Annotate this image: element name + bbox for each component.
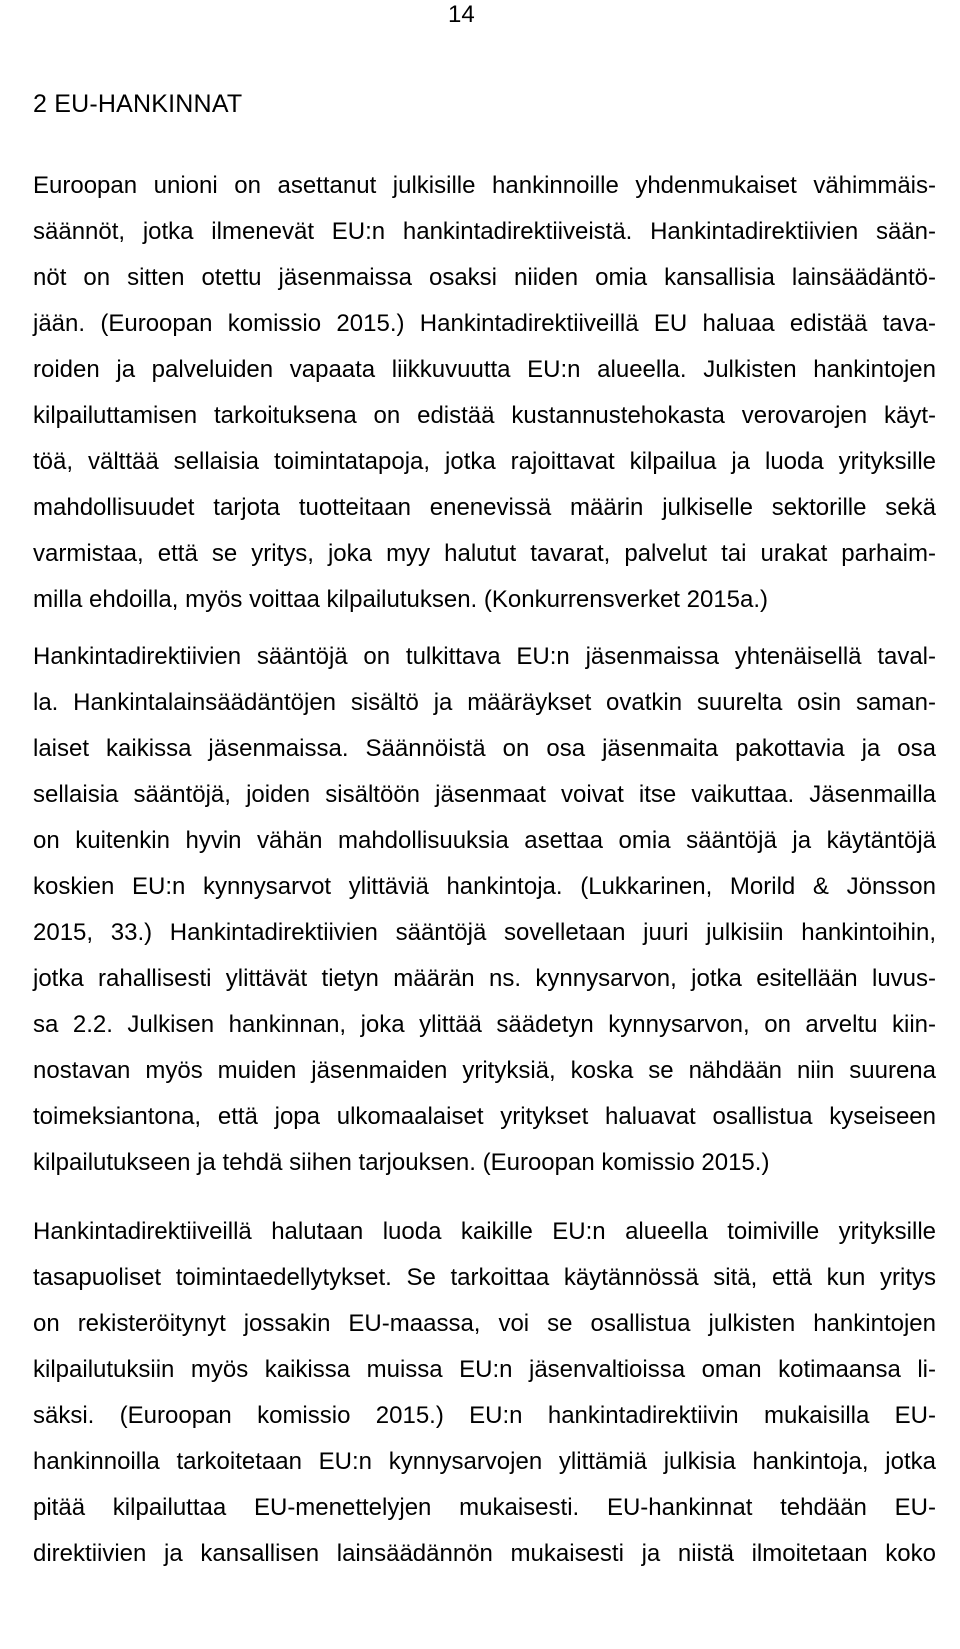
text-line: hankinnoilla tarkoitetaan EU:n kynnysarvojen ylittämiä julkisia hankintoja, jotka: [33, 1448, 936, 1475]
text-line: koskien EU:n kynnysarvot ylittäviä hankintoja. (Lukkarinen, Morild & Jönsson: [33, 873, 936, 900]
text-line: sellaisia sääntöjä, joiden sisältöön jäsenmaat voivat itse vaikuttaa. Jäsenmailla: [33, 781, 936, 808]
text-line: mahdollisuudet tarjota tuotteitaan enenevissä määrin julkiselle sektorille sekä: [33, 494, 936, 521]
paragraph-directive-interpretation: [33, 634, 936, 1186]
text-line: la. Hankintalainsäädäntöjen sisältö ja määräykset ovatkin suurelta osin saman-: [33, 689, 936, 716]
text-line: jään. (Euroopan komissio 2015.) Hankintadirektiiveillä EU haluaa edistää tava-: [33, 310, 936, 337]
text-line: nöt on sitten otettu jäsenmaissa osaksi niiden omia kansallisia lainsäädäntö-: [33, 264, 936, 291]
paragraph-equal-conditions: [33, 1209, 936, 1577]
text-line: kilpailutuksiin myös kaikissa muissa EU:n jäsenvaltioissa oman kotimaansa li-: [33, 1356, 936, 1383]
text-line: on kuitenkin hyvin vähän mahdollisuuksia asettaa omia sääntöjä ja käytäntöjä: [33, 827, 936, 854]
text-line: pitää kilpailuttaa EU-menettelyjen mukaisesti. EU-hankinnat tehdään EU-: [33, 1494, 936, 1521]
text-line: direktiivien ja kansallisen lainsäädännön mukaisesti ja niistä ilmoitetaan koko: [33, 1540, 936, 1567]
text-line: töä, välttää sellaisia toimintatapoja, jotka rajoittavat kilpailua ja luoda yrityksille: [33, 448, 936, 475]
text-line: 2015, 33.) Hankintadirektiivien sääntöjä sovelletaan juuri julkisiin hankintoihin,: [33, 919, 936, 946]
text-line: tasapuoliset toimintaedellytykset. Se tarkoittaa käytännössä sitä, että kun yritys: [33, 1264, 936, 1291]
page-number: 14: [448, 1, 475, 28]
text-line: laiset kaikissa jäsenmaissa. Säännöistä on osa jäsenmaita pakottavia ja osa: [33, 735, 936, 762]
text-line: sa 2.2. Julkisen hankinnan, joka ylittää säädetyn kynnysarvon, on arveltu kiin-: [33, 1011, 936, 1038]
text-line: kilpailutukseen ja tehdä siihen tarjouksen. (Euroopan komissio 2015.): [33, 1149, 770, 1176]
text-line: varmistaa, että se yritys, joka myy halutut tavarat, palvelut tai urakat parhaim-: [33, 540, 936, 567]
text-line: säännöt, jotka ilmenevät EU:n hankintadirektiiveistä. Hankintadirektiivien sään-: [33, 218, 936, 245]
chapter-heading: 2 EU-HANKINNAT: [33, 90, 243, 118]
text-line: on rekisteröitynyt jossakin EU-maassa, voi se osallistua julkisten hankintojen: [33, 1310, 936, 1337]
text-line: säksi. (Euroopan komissio 2015.) EU:n hankintadirektiivin mukaisilla EU-: [33, 1402, 936, 1429]
text-line: Hankintadirektiiveillä halutaan luoda kaikille EU:n alueella toimiville yrityksille: [33, 1218, 936, 1245]
text-line: roiden ja palveluiden vapaata liikkuvuutta EU:n alueella. Julkisten hankintojen: [33, 356, 936, 383]
text-line: jotka rahallisesti ylittävät tietyn määrän ns. kynnysarvon, jotka esitellään luvus-: [33, 965, 936, 992]
text-line: toimeksiantona, että jopa ulkomaalaiset yritykset haluavat osallistua kyseiseen: [33, 1103, 936, 1130]
paragraph-eu-minimum-rules: [33, 163, 936, 623]
text-line: nostavan myös muiden jäsenmaiden yrityksiä, koska se nähdään niin suurena: [33, 1057, 936, 1084]
text-line: milla ehdoilla, myös voittaa kilpailutuksen. (Konkurrensverket 2015a.): [33, 586, 769, 613]
text-line: kilpailuttamisen tarkoituksena on edistää kustannustehokasta verovarojen käyt-: [33, 402, 936, 429]
text-line: Hankintadirektiivien sääntöjä on tulkittava EU:n jäsenmaissa yhtenäisellä taval-: [33, 643, 936, 670]
text-line: Euroopan unioni on asettanut julkisille hankinnoille yhdenmukaiset vähimmäis-: [33, 172, 936, 199]
